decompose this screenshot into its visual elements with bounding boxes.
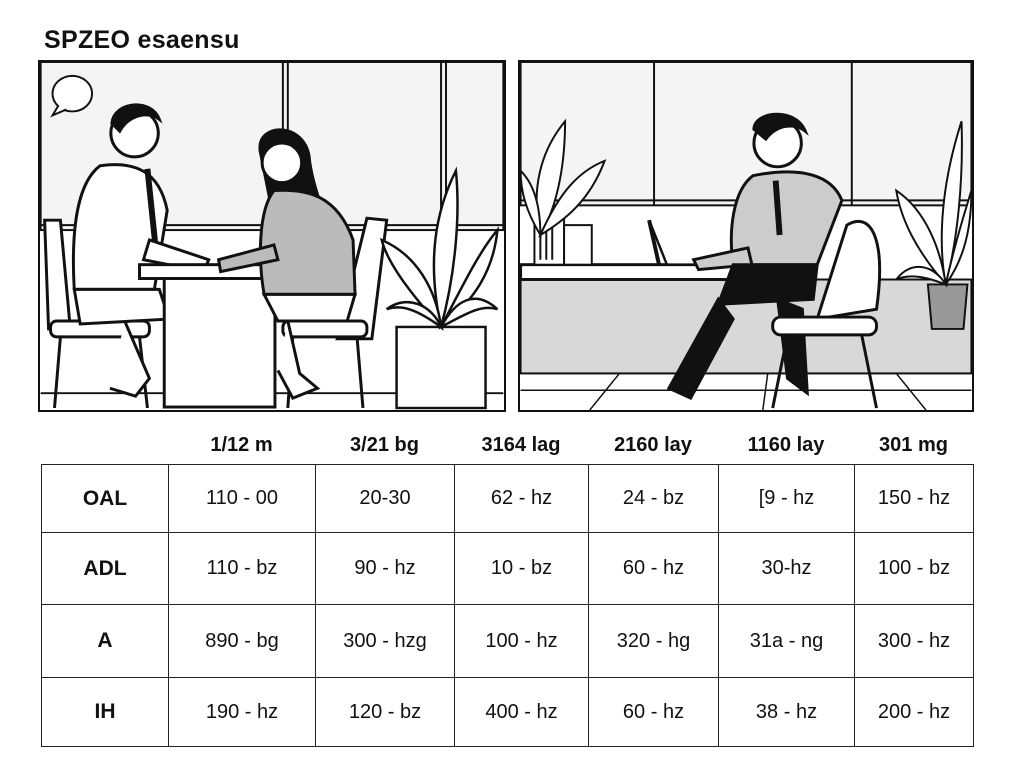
- table-cell: 24 - bz: [589, 465, 719, 533]
- table-cell: 62 - hz: [455, 465, 589, 533]
- row-label: OAL: [42, 465, 169, 533]
- column-header: 1160 lay: [747, 434, 825, 456]
- table-cell: 38 - hz: [719, 678, 855, 747]
- table-cell: 400 - hz: [455, 678, 589, 747]
- table-cell: 320 - hg: [589, 605, 719, 678]
- table-cell: [9 - hz: [719, 465, 855, 533]
- table-row: [42, 465, 974, 533]
- row-label: ADL: [42, 533, 169, 605]
- table-cell: 100 - hz: [455, 605, 589, 678]
- table-cell: 200 - hz: [855, 678, 974, 747]
- table-cell: 190 - hz: [169, 678, 316, 747]
- column-header: 1/12 m: [210, 434, 273, 456]
- column-header: 301 mg: [879, 434, 948, 456]
- table-cell: 90 - hz: [316, 533, 455, 605]
- table-cell: 31a - ng: [719, 605, 855, 678]
- column-headers: [0, 434, 1024, 460]
- table-row: [42, 533, 974, 605]
- table-cell: 150 - hz: [855, 465, 974, 533]
- column-header: 2160 lay: [614, 434, 692, 456]
- table-row: [42, 605, 974, 678]
- table-cell: 120 - bz: [316, 678, 455, 747]
- table-cell: 300 - hzg: [316, 605, 455, 678]
- row-label: IH: [42, 678, 169, 747]
- office-desk-illustration: [518, 60, 974, 412]
- meeting-illustration: [38, 60, 506, 412]
- table-cell: 890 - bg: [169, 605, 316, 678]
- table-cell: 300 - hz: [855, 605, 974, 678]
- column-header: 3/21 bg: [350, 434, 419, 456]
- table-cell: 60 - hz: [589, 533, 719, 605]
- table-cell: 110 - bz: [169, 533, 316, 605]
- table-cell: 10 - bz: [455, 533, 589, 605]
- table-cell: 110 - 00: [169, 465, 316, 533]
- table-cell: 100 - bz: [855, 533, 974, 605]
- row-label: A: [42, 605, 169, 678]
- table-cell: 60 - hz: [589, 678, 719, 747]
- column-header: 3164 lag: [481, 434, 561, 456]
- table-cell: 30-hz: [719, 533, 855, 605]
- data-table: [41, 464, 974, 747]
- table-row: [42, 678, 974, 747]
- page-title: SPZEO esaensu: [44, 26, 240, 54]
- table-cell: 20-30: [316, 465, 455, 533]
